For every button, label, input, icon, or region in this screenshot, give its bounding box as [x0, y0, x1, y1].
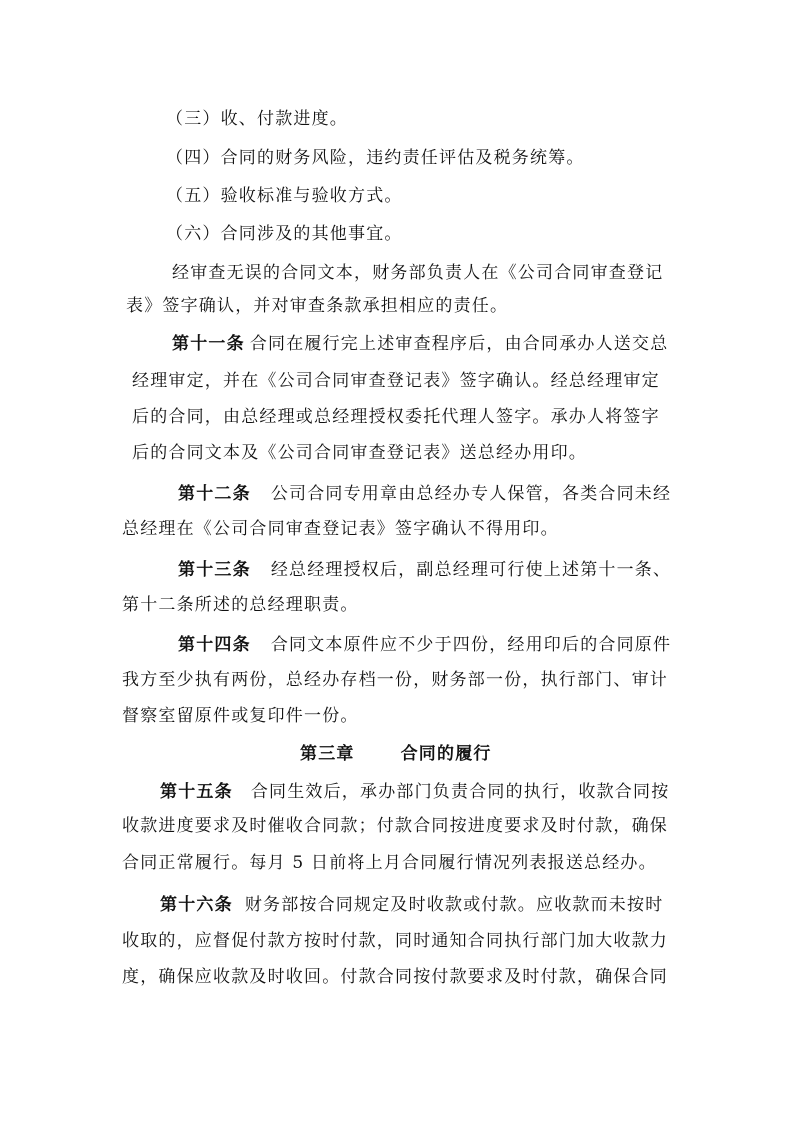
article-heading: 第十五条	[160, 782, 233, 802]
article-15-line-1	[160, 781, 669, 803]
paragraph-line: 总经理在《公司合同审查登记表》签字确认不得用印。	[122, 519, 559, 539]
paragraph-line: 收款进度要求及时催收合同款；付款合同按进度要求及时付款，确保	[122, 816, 668, 836]
article-heading: 第十二条	[178, 484, 251, 504]
paragraph-line: 表》签字确认，并对审查条款承担相应的责任。	[126, 296, 509, 316]
paragraph-line: 第十二条所述的总经理职责。	[122, 595, 359, 615]
article-text: 合同在履行完上述审查程序后，由合同承办人送交总	[249, 334, 669, 354]
paragraph-line: 经审查无误的合同文本，财务部负责人在《公司合同审查登记	[172, 263, 664, 283]
list-item: （六）合同涉及的其他事宜。	[166, 224, 403, 244]
paragraph-line: 合同正常履行。每月 5 日前将上月合同履行情况列表报送总经办。	[122, 853, 657, 873]
article-text: 经总经理授权后，副总经理可行使上述第十一条、	[270, 560, 672, 580]
paragraph-line: 收取的，应督促付款方按时付款，同时通知合同执行部门加大收款力	[122, 931, 668, 951]
article-text: 合同文本原件应不少于四份，经用印后的合同原件	[270, 635, 672, 655]
paragraph-line: 我方至少执有两份，总经办存档一份，财务部一份，执行部门、审计	[122, 670, 668, 690]
chapter-heading	[300, 743, 492, 765]
article-heading: 第十一条	[172, 334, 245, 354]
paragraph-line: 经理审定，并在《公司合同审查登记表》签字确认。经总经理审定	[132, 371, 660, 391]
article-heading: 第十四条	[178, 635, 251, 655]
paragraph-line: 后的合同文本及《公司合同审查登记表》送总经办用印。	[132, 443, 587, 463]
article-text: 公司合同专用章由总经办专人保管，各类合同未经	[270, 484, 672, 504]
article-16-line-1	[160, 894, 663, 916]
paragraph-line: 后的合同，由总经理或总经理授权委托代理人签字。承办人将签字	[132, 407, 660, 427]
article-13-line-1	[178, 559, 671, 581]
list-item: （五）验收标准与验收方式。	[166, 186, 403, 206]
list-item: （三）收、付款进度。	[166, 109, 348, 129]
paragraph-line: 督察室留原件或复印件一份。	[122, 706, 359, 726]
article-11-line-1	[172, 333, 668, 355]
article-heading: 第十六条	[160, 895, 233, 915]
chapter-number: 第三章	[300, 744, 355, 764]
list-item: （四）合同的财务风险，违约责任评估及税务统筹。	[166, 148, 585, 168]
article-text: 财务部按合同规定及时收款或付款。应收款而未按时	[244, 895, 664, 915]
article-text: 合同生效后，承办部门负责合同的执行，收款合同按	[250, 782, 670, 802]
article-14-line-1	[178, 634, 671, 656]
paragraph-line: 度，确保应收款及时收回。付款合同按付款要求及时付款，确保合同	[122, 967, 668, 987]
article-12-line-1	[178, 483, 671, 505]
article-heading: 第十三条	[178, 560, 251, 580]
chapter-title: 合同的履行	[400, 744, 492, 764]
